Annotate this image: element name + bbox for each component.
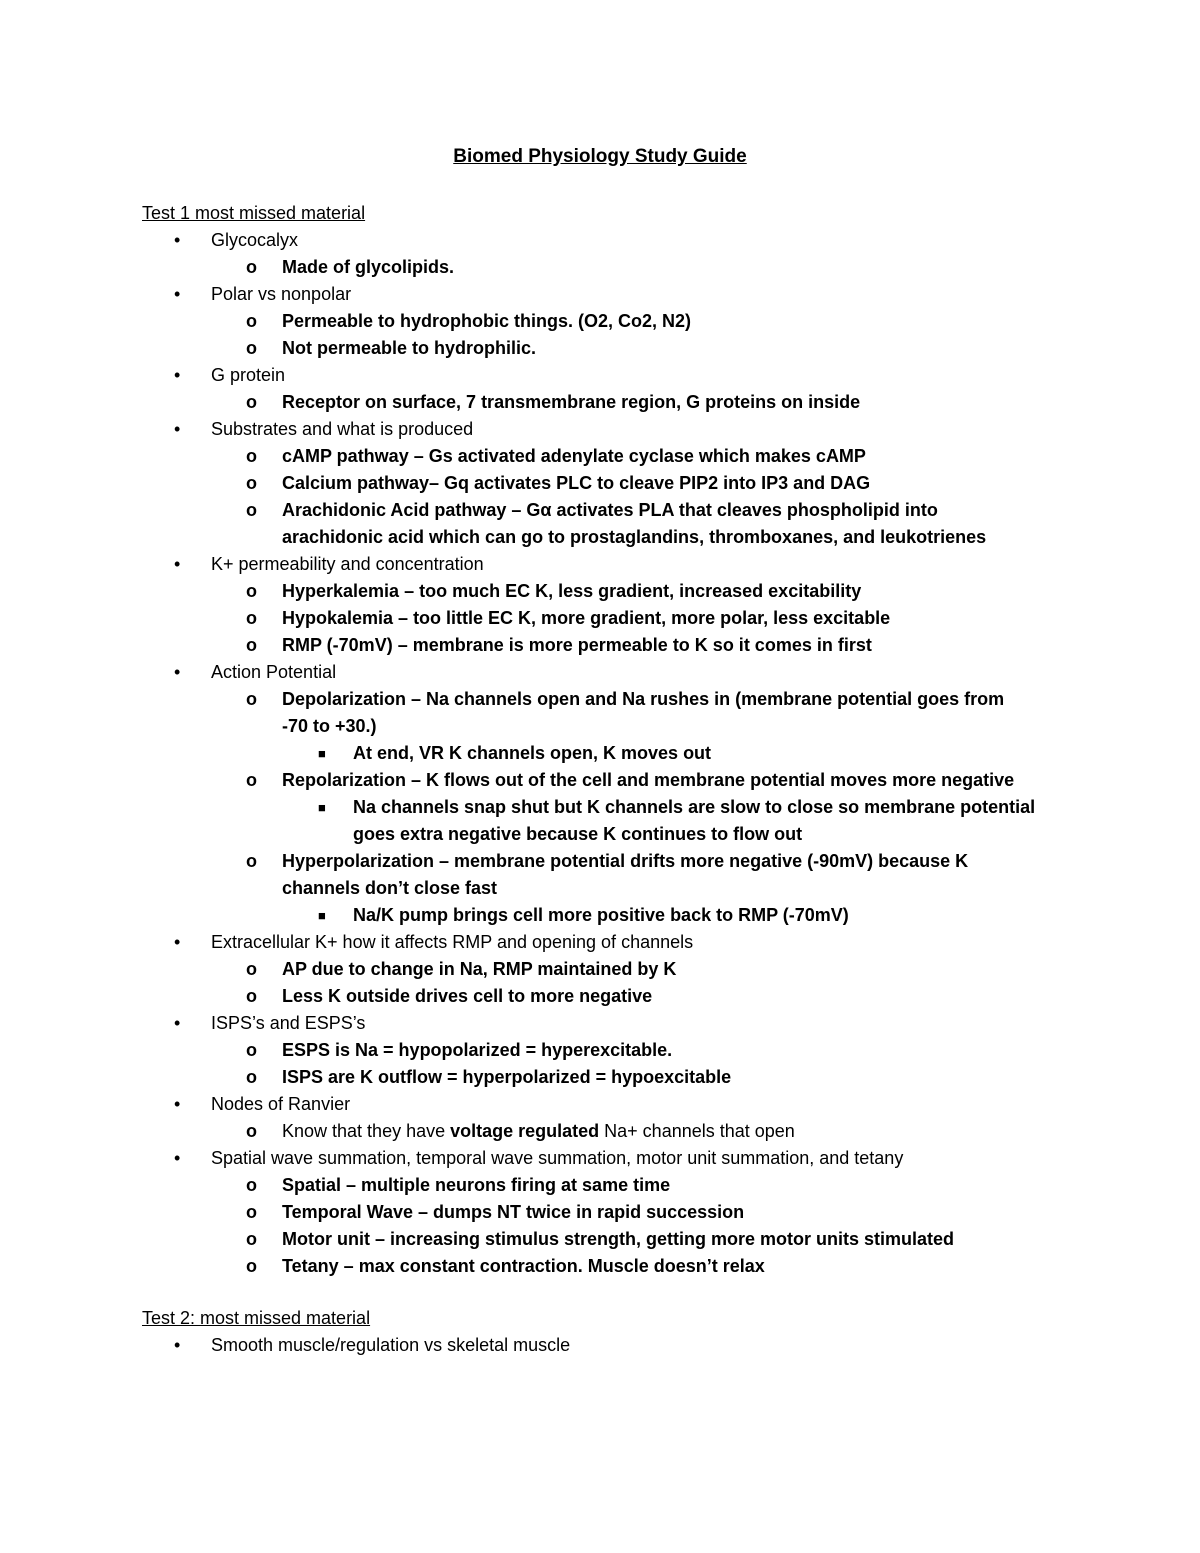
sub-list-item: Arachidonic Acid pathway – Gα activates PLA that cleaves phospholipid into xyxy=(282,500,938,520)
sub-list-item: Hyperpolarization – membrane potential drifts more negative (-90mV) because K xyxy=(282,851,969,871)
sub-list-item: Not permeable to hydrophilic. xyxy=(282,338,537,358)
list-item: Extracellular K+ how it affects RMP and opening of channels xyxy=(211,932,694,952)
sub-list-item: Calcium pathway– Gq activates PLC to cleave PIP2 into IP3 and DAG xyxy=(282,473,871,493)
sub-bullet-icon: o xyxy=(246,770,257,790)
sub-bullet-icon: o xyxy=(246,608,257,628)
bullet-icon: • xyxy=(174,230,181,250)
sub-list-item: AP due to change in Na, RMP maintained by K xyxy=(282,959,677,979)
sub-list-item: ISPS are K outflow = hyperpolarized = hypoexcitable xyxy=(282,1067,732,1087)
sub-bullet-icon: o xyxy=(246,1121,257,1141)
sub-bullet-icon: o xyxy=(246,500,257,520)
sub-list-item: Tetany – max constant contraction. Muscle doesn’t relax xyxy=(282,1256,765,1276)
list-item: Polar vs nonpolar xyxy=(211,284,352,304)
sub-bullet-icon: o xyxy=(246,392,257,412)
bullet-icon: • xyxy=(174,419,181,439)
sub-bullet-icon: o xyxy=(246,581,257,601)
sub-sub-list-item-continuation: goes extra negative because K continues to flow out xyxy=(353,824,803,844)
sub-list-item: Repolarization – K flows out of the cell and membrane potential moves more negative xyxy=(282,770,1015,790)
bullet-icon: • xyxy=(174,1013,181,1033)
document-title: Biomed Physiology Study Guide xyxy=(453,146,747,167)
sub-bullet-icon: o xyxy=(246,338,257,358)
sub-bullet-icon: o xyxy=(246,1256,257,1276)
sub-sub-list-item: At end, VR K channels open, K moves out xyxy=(353,743,712,763)
sub-list-item-continuation: arachidonic acid which can go to prostaglandins, thromboxanes, and leukotrienes xyxy=(282,527,987,547)
bullet-icon: • xyxy=(174,554,181,574)
sub-bullet-icon: o xyxy=(246,311,257,331)
sub-list-item: RMP (-70mV) – membrane is more permeable to K so it comes in first xyxy=(282,635,872,655)
section-heading-test-2: Test 2: most missed material xyxy=(142,1308,371,1328)
sub-list-item: cAMP pathway – Gs activated adenylate cyclase which makes cAMP xyxy=(282,446,866,466)
sub-bullet-icon: o xyxy=(246,851,257,871)
list-item: Nodes of Ranvier xyxy=(211,1094,351,1114)
bullet-icon: • xyxy=(174,1335,181,1355)
sub-bullet-icon: o xyxy=(246,473,257,493)
bullet-icon: • xyxy=(174,932,181,952)
bullet-icon: • xyxy=(174,1148,181,1168)
section-heading-test-1: Test 1 most missed material xyxy=(142,203,366,223)
sub-list-item: Motor unit – increasing stimulus strength, getting more motor units stimulated xyxy=(282,1229,955,1249)
sub-list-item: Depolarization – Na channels open and Na rushes in (membrane potential goes from xyxy=(282,689,1005,709)
sub-list-item: ESPS is Na = hypopolarized = hyperexcitable. xyxy=(282,1040,673,1060)
list-item: Substrates and what is produced xyxy=(211,419,474,439)
list-item: K+ permeability and concentration xyxy=(211,554,484,574)
bullet-icon: • xyxy=(174,1094,181,1114)
list-item: Spatial wave summation, temporal wave summation, motor unit summation, and tetany xyxy=(211,1148,904,1168)
sub-list-item-text: Na+ channels that open xyxy=(599,1121,795,1141)
square-bullet-icon: ■ xyxy=(318,908,326,923)
square-bullet-icon: ■ xyxy=(318,746,326,761)
sub-bullet-icon: o xyxy=(246,1040,257,1060)
sub-bullet-icon: o xyxy=(246,689,257,709)
sub-list-item: Temporal Wave – dumps NT twice in rapid succession xyxy=(282,1202,745,1222)
sub-list-item-continuation: channels don’t close fast xyxy=(282,878,498,898)
sub-list-item-continuation: -70 to +30.) xyxy=(282,716,377,736)
sub-list-item xyxy=(282,1118,795,1145)
sub-bullet-icon: o xyxy=(246,1067,257,1087)
sub-sub-list-item: Na/K pump brings cell more positive back to RMP (-70mV) xyxy=(353,905,849,925)
list-item: G protein xyxy=(211,365,286,385)
sub-bullet-icon: o xyxy=(246,635,257,655)
sub-bullet-icon: o xyxy=(246,1202,257,1222)
sub-sub-list-item: Na channels snap shut but K channels are slow to close so membrane potential xyxy=(353,797,1036,817)
sub-bullet-icon: o xyxy=(246,257,257,277)
sub-list-item: Made of glycolipids. xyxy=(282,257,455,277)
list-item: Action Potential xyxy=(211,662,337,682)
sub-list-item-emphasis: voltage regulated xyxy=(450,1121,600,1141)
sub-bullet-icon: o xyxy=(246,1175,257,1195)
sub-list-item: Less K outside drives cell to more negative xyxy=(282,986,653,1006)
bullet-icon: • xyxy=(174,365,181,385)
list-item: ISPS’s and ESPS’s xyxy=(211,1013,366,1033)
square-bullet-icon: ■ xyxy=(318,800,326,815)
sub-list-item: Spatial – multiple neurons firing at same time xyxy=(282,1175,671,1195)
bullet-icon: • xyxy=(174,662,181,682)
sub-list-item: Hypokalemia – too little EC K, more gradient, more polar, less excitable xyxy=(282,608,891,628)
sub-list-item: Hyperkalemia – too much EC K, less gradient, increased excitability xyxy=(282,581,862,601)
sub-bullet-icon: o xyxy=(246,1229,257,1249)
sub-list-item: Permeable to hydrophobic things. (O2, Co2, N2) xyxy=(282,311,692,331)
bullet-icon: • xyxy=(174,284,181,304)
sub-bullet-icon: o xyxy=(246,986,257,1006)
list-item: Glycocalyx xyxy=(211,230,299,250)
sub-list-item: Receptor on surface, 7 transmembrane region, G proteins on inside xyxy=(282,392,861,412)
sub-bullet-icon: o xyxy=(246,446,257,466)
sub-bullet-icon: o xyxy=(246,959,257,979)
sub-list-item-text: Know that they have xyxy=(282,1121,451,1141)
list-item: Smooth muscle/regulation vs skeletal muscle xyxy=(211,1335,571,1355)
